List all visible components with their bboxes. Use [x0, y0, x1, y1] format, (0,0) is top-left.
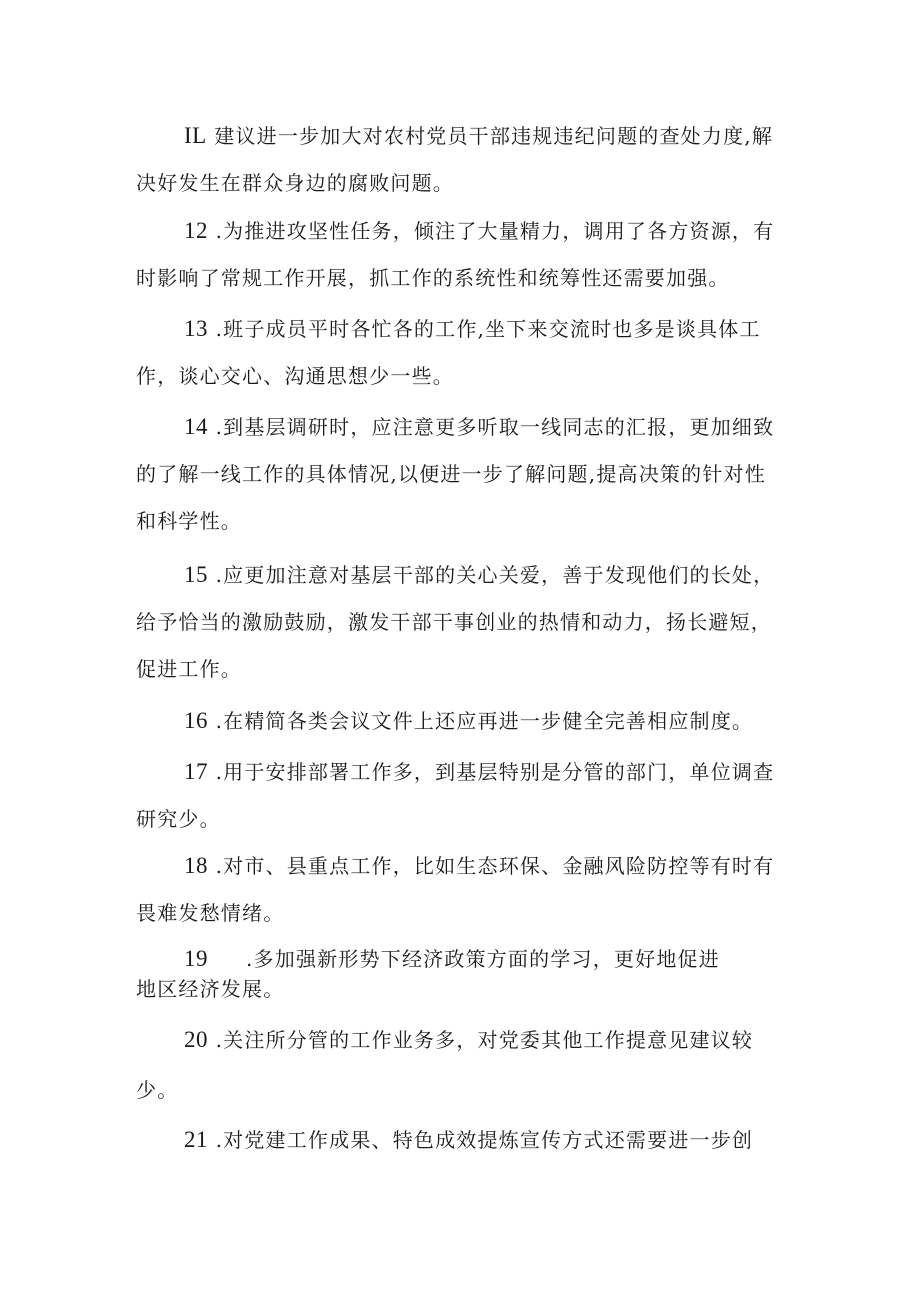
- item-number: 16: [184, 708, 208, 733]
- list-item: 12 .为推进攻坚性任务，倾注了大量精力，调用了各方资源，有 时影响了常规工作开展，抓工作的系统性和统筹性还需要加强。: [136, 218, 775, 290]
- list-item: 15 .应更加注意对基层干部的关心关爱，善于发现他们的长处， 给予恰当的激励鼓励，激发干部干事创业的热情和动力，扬长避短， 促进工作。: [136, 562, 775, 681]
- item-number: 15: [184, 562, 208, 587]
- item-number: 13: [184, 316, 208, 341]
- item-number: 19: [184, 946, 208, 971]
- list-item: 14 .到基层调研时，应注意更多听取一线同志的汇报，更加细致 的了解一线工作的具体情况,以便进一步了解问题,提高决策的针对性 和科学性。: [136, 414, 775, 533]
- list-item: 18 .对市、县重点工作，比如生态环保、金融风险防控等有时有 畏难发愁情绪。: [136, 853, 775, 925]
- list-item: 13 .班子成员平时各忙各的工作,坐下来交流时也多是谈具体工 作，谈心交心、沟通思想少一些。: [136, 316, 761, 388]
- list-item: IL 建议进一步加大对农村党员干部违规违纪问题的查处力度,解 决好发生在群众身边的腐败问题。: [136, 123, 774, 195]
- list-item: 19 .多加强新形势下经济政策方面的学习，更好地促进 地区经济发展。: [136, 946, 720, 1001]
- list-item: 17 .用于安排部署工作多，到基层特别是分管的部门，单位调查 研究少。: [136, 759, 775, 831]
- item-number: 17: [184, 759, 208, 784]
- item-number: 18: [184, 853, 208, 878]
- item-number: 14: [184, 414, 208, 439]
- list-item: 20 .关注所分管的工作业务多，对党委其他工作提意见建议较 少。: [136, 1027, 754, 1102]
- item-number: IL: [184, 123, 207, 148]
- list-item: 21 .对党建工作成果、特色成效提炼宣传方式还需要进一步创: [184, 1127, 754, 1152]
- item-number: 20: [184, 1027, 208, 1052]
- list-item: 16 .在精简各类会议文件上还应再进一步健全完善相应制度。: [184, 708, 754, 733]
- item-number: 12: [184, 218, 208, 243]
- item-number: 21: [184, 1127, 208, 1152]
